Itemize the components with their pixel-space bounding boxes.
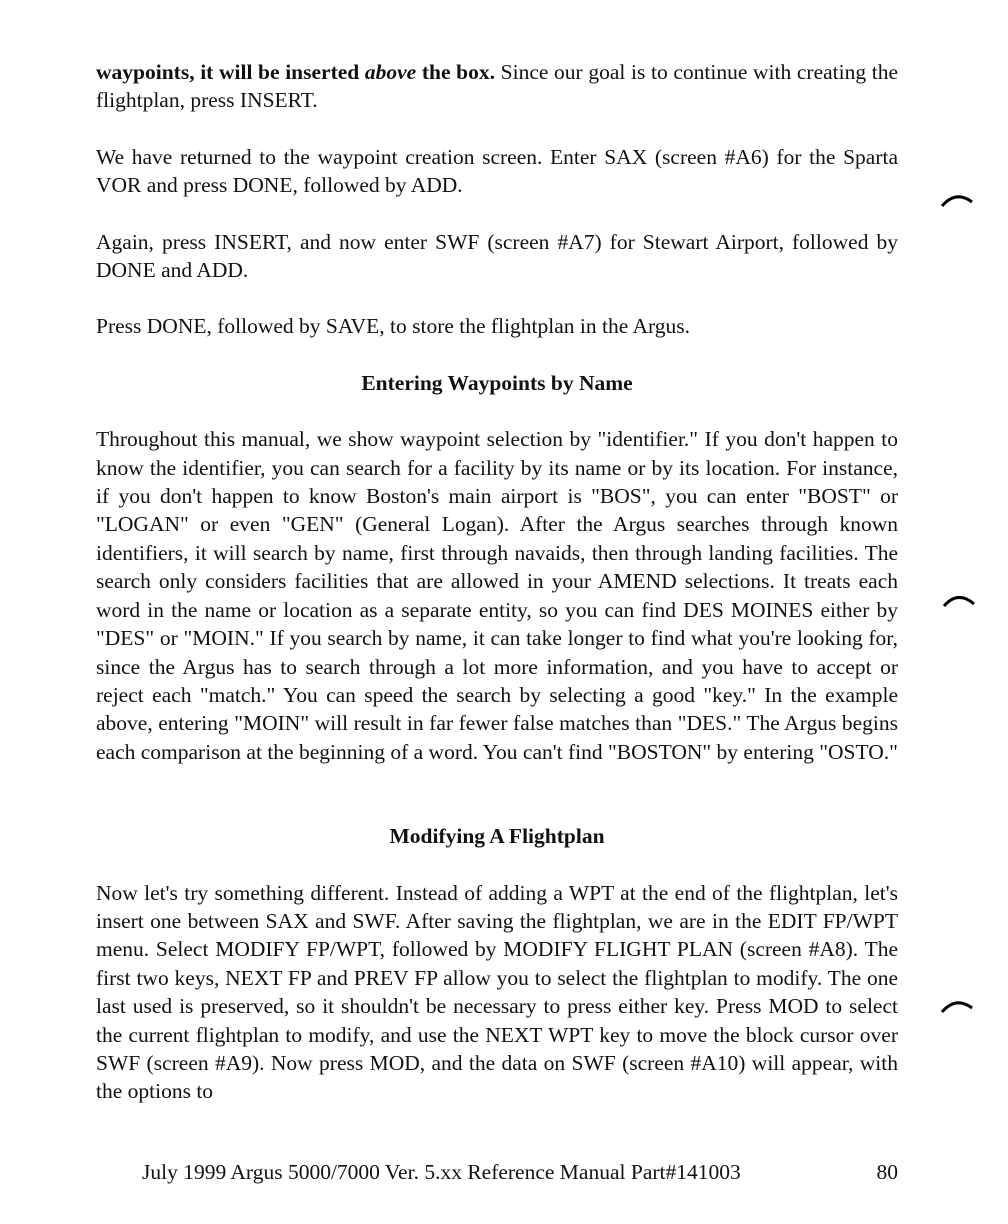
- paragraph-save: Press DONE, followed by SAVE, to store the flightplan in the Argus.: [96, 314, 691, 339]
- paragraph-insert: [96, 58, 898, 115]
- footer-text: July 1999 Argus 5000/7000 Ver. 5.xx Reference Manual Part#141003: [142, 1160, 741, 1184]
- binding-hole-mark: [942, 588, 976, 610]
- paragraph-search-by-name: Throughout this manual, we show waypoint selection by "identifier." If you don't happen to know the identifier, you can search for a facility by its name or by its location. For instance, if you don't happen to know Boston's main airport is "BOS", you can enter "BOST" or "LOGAN" or even "GEN" (General Logan). After the Argus searches through known identifiers, it will search by name, first through navaids, then through landing facilities. The search only considers facilities that are allowed in your AMEND selections. It treats each word in the name or location as a separate entity, so you can find DES MOINES either by "DES" or "MOIN." If you search by name, it can take longer to find what you're looking for, since the Argus has to search through a lot more information, and you have to accept or reject each "match." You can speed the search by selecting a good "key." In the example above, entering "MOIN" will result in far fewer false matches than "DES." The Argus begins each comparison at the beginning of a word. You can't find "BOSTON" by entering "OSTO.": [96, 427, 898, 764]
- bold-tail: the box.: [421, 60, 496, 84]
- paragraph-modify: Now let's try something different. Instead of adding a WPT at the end of the flightplan, let's insert one between SAX and SWF. After saving the flightplan, we are in the EDIT FP/WPT menu. Select MODIFY FP/WPT, followed by MODIFY FLIGHT PLAN (screen #A8). The first two keys, NEXT FP and PREV FP allow you to select the flightplan to modify. The one last used is preserved, so it shouldn't be necessary to press either key. Press MOD to select the current flightplan to modify, and use the NEXT WPT key to move the block cursor over SWF (screen #A9). Now press MOD, and the data on SWF (screen #A10) will appear, with the options to: [96, 880, 898, 1104]
- bold-lead: waypoints, it will be inserted: [96, 60, 360, 84]
- page-footer: [142, 1158, 898, 1186]
- page-number: 80: [876, 1160, 898, 1184]
- heading-entering-waypoints: Entering Waypoints by Name: [361, 370, 633, 395]
- paragraph-insert-rest: Since our goal is to continue with creating the flightplan, press INSERT.: [96, 60, 899, 113]
- heading-modifying-flightplan: Modifying A Flightplan: [389, 824, 605, 849]
- italic-emphasis: above: [364, 60, 417, 84]
- page-body: [96, 58, 898, 1106]
- paragraph-sparta: We have returned to the waypoint creation screen. Enter SAX (screen #A6) for the Sparta VOR and press DONE, followed by ADD.: [96, 144, 898, 198]
- paragraph-stewart: Again, press INSERT, and now enter SWF (screen #A7) for Stewart Airport, followed by DONE and ADD.: [96, 229, 898, 283]
- binding-hole-mark: [940, 188, 974, 210]
- binding-hole-mark: [940, 994, 974, 1016]
